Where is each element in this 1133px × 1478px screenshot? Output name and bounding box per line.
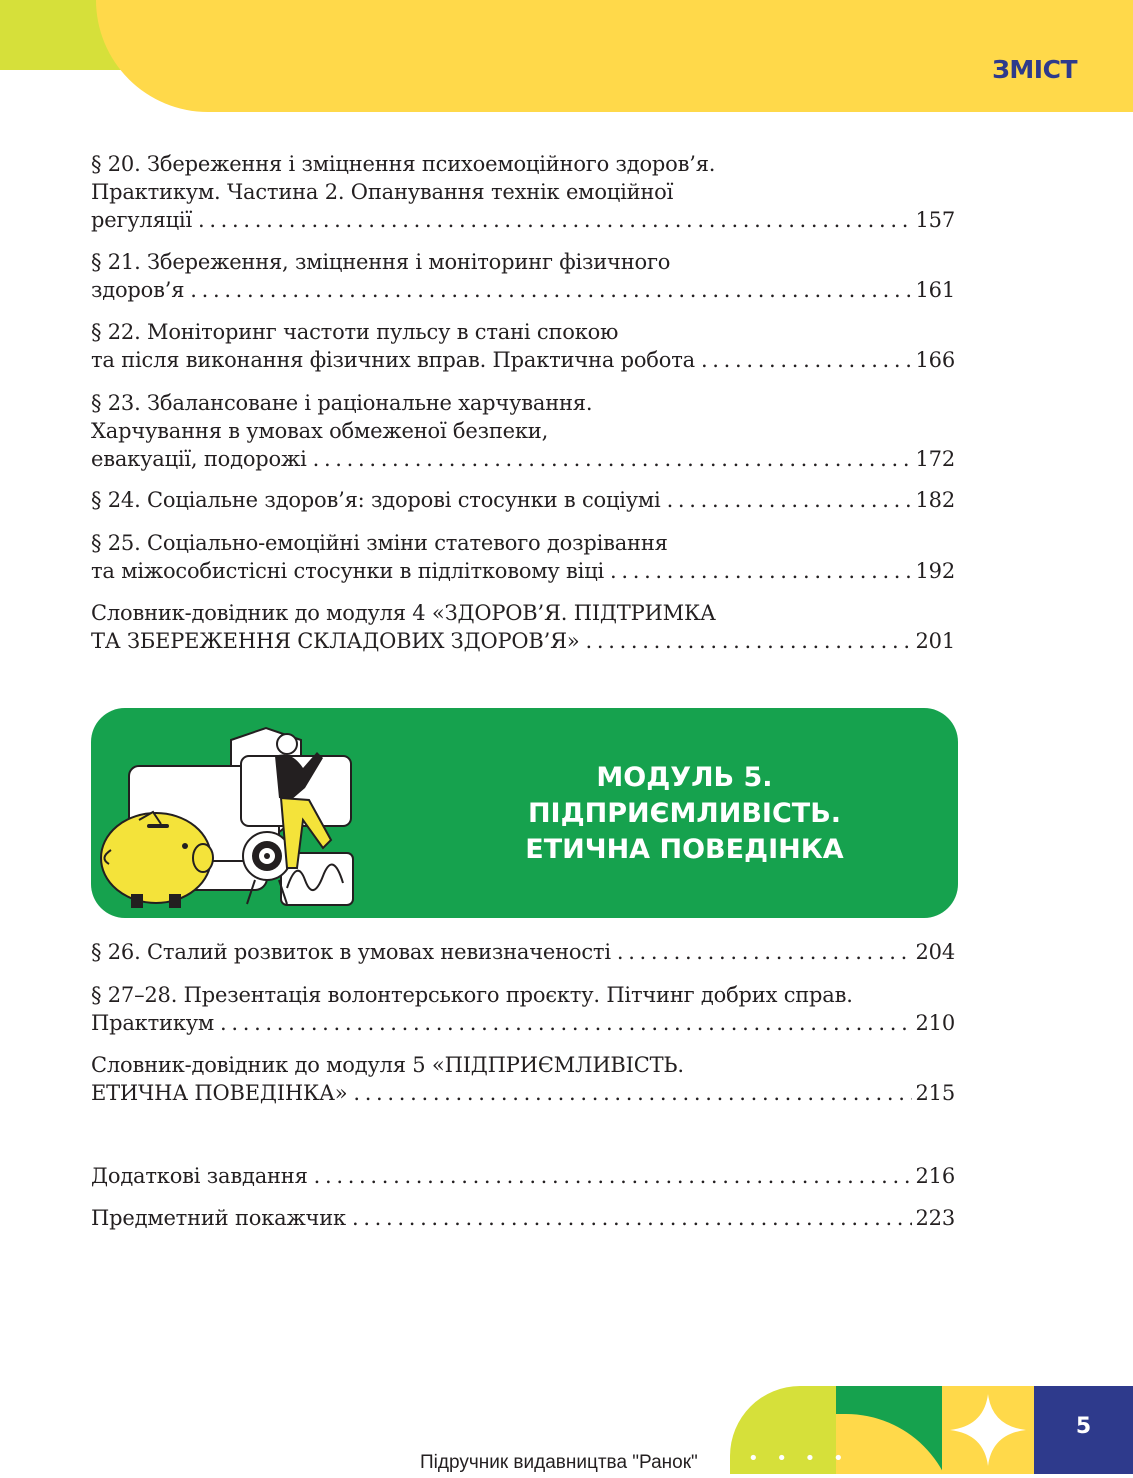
- page-ref: 166: [915, 348, 955, 372]
- page-section-title: ЗМІСТ: [992, 55, 1077, 84]
- toc-entry[interactable]: Словник-довідник до модуля 5 «ПІДПРИЄМЛИВІСТЬ. ЕТИЧНА ПОВЕДІНКА» . . . 215: [91, 1051, 955, 1107]
- leaf-shape: [836, 1414, 942, 1474]
- toc-entry[interactable]: Додаткові завдання . . . 216: [91, 1162, 955, 1190]
- publisher-note: Підручник видавництва "Ранок": [420, 1452, 698, 1473]
- footer-block-yellow: [942, 1386, 1034, 1474]
- leader-dots: [701, 346, 912, 374]
- toc-entry[interactable]: § 22. Моніторинг частоти пульсу в стані спокою та після виконання фізичних вправ. Практична робота . . . 166: [91, 318, 955, 374]
- footer-dots: • • • •: [748, 1448, 850, 1469]
- header-band: [96, 0, 1133, 112]
- page-ref: 161: [915, 278, 955, 302]
- toc-entry[interactable]: § 26. Сталий розвиток в умовах невизначеності . . . 204: [91, 938, 955, 966]
- page-ref: 204: [915, 940, 955, 964]
- toc-entry[interactable]: § 27–28. Презентація волонтерського проєкту. Пітчинг добрих справ. Практикум . . . 210: [91, 981, 955, 1037]
- module-title: МОДУЛЬ 5. ПІДПРИЄМЛИВІСТЬ. ЕТИЧНА ПОВЕДІНКА: [525, 762, 844, 865]
- page-ref: 216: [915, 1164, 955, 1188]
- page-ref: 201: [915, 629, 955, 653]
- leader-dots: [586, 627, 912, 655]
- leader-dots: [667, 486, 912, 514]
- leader-dots: [314, 1162, 912, 1190]
- toc-entry[interactable]: § 20. Збереження і зміцнення психоемоційного здоров’я. Практикум. Частина 2. Опанування технік емоційної регуляції . . . 157: [91, 150, 955, 234]
- toc-entry[interactable]: Словник-довідник до модуля 4 «ЗДОРОВ’Я. ПІДТРИМКА ТА ЗБЕРЕЖЕННЯ СКЛАДОВИХ ЗДОРОВ’Я» . . . 201: [91, 599, 955, 655]
- toc-entry[interactable]: § 23. Збалансоване і раціональне харчування. Харчування в умовах обмеженої безпеки, евакуації, подорожі . . . 172: [91, 389, 955, 473]
- toc-entry[interactable]: § 25. Соціально-емоційні зміни статевого дозрівання та міжособистісні стосунки в підлітковому віці . . . 192: [91, 529, 955, 585]
- leader-dots: [610, 557, 911, 585]
- leader-dots: [617, 938, 912, 966]
- module-banner: [91, 708, 958, 918]
- page-ref: 210: [915, 1011, 955, 1035]
- page-number: 5: [1075, 1414, 1092, 1439]
- page-ref: 192: [915, 559, 955, 583]
- leader-dots: [190, 276, 911, 304]
- page-ref: 182: [915, 488, 955, 512]
- leader-dots: [353, 1079, 911, 1107]
- page-ref: 223: [915, 1206, 955, 1230]
- entrepreneurship-illustration: [91, 708, 461, 918]
- page-ref: 157: [915, 208, 955, 232]
- leader-dots: [220, 1009, 911, 1037]
- footer-block-green: [836, 1386, 942, 1474]
- toc-entry[interactable]: § 21. Збереження, зміцнення і моніторинг фізичного здоров’я . . . 161: [91, 248, 955, 304]
- page-ref: 215: [915, 1081, 955, 1105]
- toc-entry[interactable]: Предметний покажчик . . . 223: [91, 1204, 955, 1232]
- leader-dots: [352, 1204, 912, 1232]
- leader-dots: [198, 206, 912, 234]
- page-ref: 172: [915, 447, 955, 471]
- sparkle-icon: [942, 1386, 1034, 1474]
- leader-dots: [313, 445, 912, 473]
- toc-entry[interactable]: § 24. Соціальне здоров’я: здорові стосунки в соціумі . . . 182: [91, 486, 955, 514]
